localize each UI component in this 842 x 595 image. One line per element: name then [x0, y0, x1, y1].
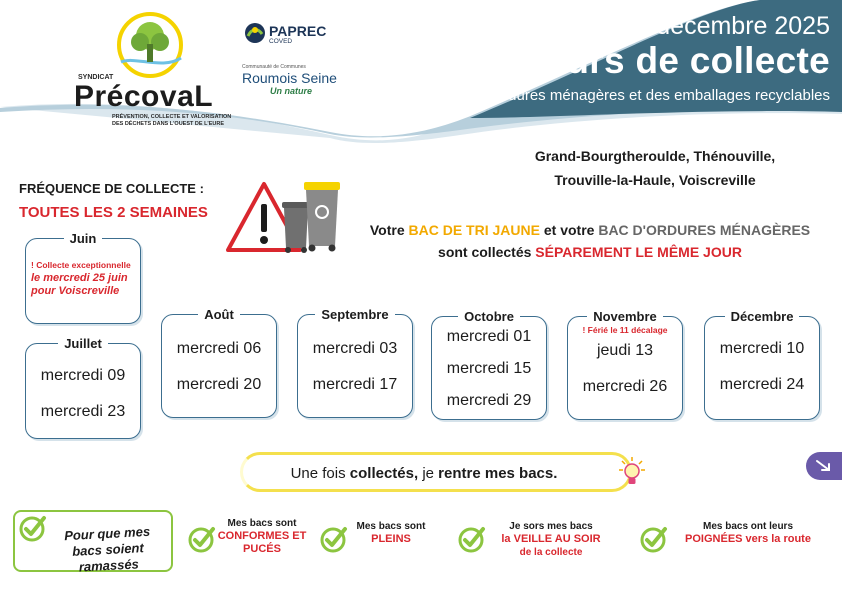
- collection-period: Juillet à décembre 2025: [564, 12, 830, 40]
- paprec-logo: [244, 22, 344, 48]
- lightbulb-icon: [618, 456, 646, 488]
- reminder-banner: [240, 452, 632, 492]
- reminder-bold-1: collectés,: [349, 465, 419, 482]
- page-subtitle: des ordures ménagères et des emballages recyclables: [466, 87, 830, 104]
- tip-poignees: [668, 520, 828, 546]
- collection-date: mercredi 29: [446, 392, 532, 409]
- grey-bin-icon: [282, 202, 310, 253]
- juin-note-place: pour Voiscreville: [31, 285, 120, 297]
- month-name: Octobre: [458, 309, 520, 324]
- check-icon: [456, 525, 486, 555]
- paprec-logo-icon: [244, 22, 266, 44]
- tip-highlight: la VEILLE AU SOIR: [501, 533, 601, 545]
- logo-tagline: PRÉVENTION, COLLECTE ET VALORISATION DES DÉCHETS DANS L'OUEST DE L'EURE: [112, 114, 232, 127]
- notice-yellow-bin: BAC DE TRI JAUNE: [408, 222, 540, 238]
- notice-text-2: et votre: [539, 222, 599, 238]
- collection-date: mercredi 10: [719, 340, 805, 357]
- towns-line-1: Grand-Bourgtheroulde, Thénouville,: [534, 148, 776, 164]
- juin-exceptional-note: [31, 259, 141, 298]
- reminder-bold-2: rentre mes bacs.: [438, 465, 558, 482]
- juin-note-date: le mercredi 25 juin: [31, 272, 128, 284]
- page-title: Jours de collecte: [522, 40, 830, 81]
- check-icon: [638, 525, 668, 555]
- logo-syndicat-label: SYNDICAT: [78, 74, 114, 81]
- notice-grey-bin: BAC D'ORDURES MÉNAGÈRES: [598, 222, 811, 238]
- tip-line: Mes bacs ont leurs: [702, 521, 794, 532]
- tip-pleins: [346, 520, 436, 546]
- separate-collection-notice: [350, 219, 830, 263]
- month-card-novembre: [567, 309, 683, 420]
- precoval-logo: [70, 8, 235, 133]
- month-name: Juillet: [58, 336, 108, 351]
- warning-bins-illustration: [224, 178, 354, 258]
- checklist-box: [13, 510, 173, 575]
- month-card-aout: [161, 307, 277, 418]
- logo-name: PrécovaL: [74, 80, 214, 113]
- month-card-octobre: [431, 309, 547, 420]
- roumois-logo: [242, 64, 352, 100]
- towns-list: [495, 144, 815, 192]
- notice-text-3: sont collectés: [438, 244, 536, 260]
- collection-date: mercredi 26: [582, 378, 668, 395]
- juin-note-title: ! Collecte exceptionnelle: [31, 260, 131, 270]
- month-name: Août: [198, 307, 240, 322]
- notice-text-1: Votre: [369, 222, 409, 238]
- tip-highlight: CONFORMES ET PUCÉS: [217, 530, 307, 555]
- collection-date: mercredi 20: [176, 376, 262, 393]
- next-page-button[interactable]: [806, 452, 842, 480]
- tip-tail: de la collecte: [519, 547, 583, 558]
- tip-highlight: POIGNÉES vers la route: [685, 533, 811, 545]
- paprec-sub: COVED: [269, 38, 293, 45]
- collection-date: mercredi 23: [40, 403, 126, 420]
- month-name: Juin: [64, 231, 103, 246]
- month-card-septembre: [297, 307, 413, 418]
- tip-line: Mes bacs sont: [356, 521, 426, 532]
- reminder-text-2: je: [418, 465, 439, 482]
- month-name: Septembre: [315, 307, 394, 322]
- roumois-nature: Un nature: [270, 86, 313, 96]
- tip-conformes: [216, 517, 308, 556]
- reminder-text-1: Une fois: [290, 465, 350, 482]
- collection-date: mercredi 15: [446, 360, 532, 377]
- frequency-value: TOUTES LES 2 SEMAINES: [19, 204, 208, 221]
- collection-date: mercredi 17: [312, 376, 398, 393]
- arrow-right-icon: [815, 457, 833, 475]
- month-card-juin: [25, 231, 141, 324]
- tip-veille: [486, 520, 616, 559]
- yellow-bin-icon: [304, 182, 340, 252]
- month-card-decembre: [704, 309, 820, 420]
- month-name: Décembre: [725, 309, 800, 324]
- roumois-small-label: Communauté de Communes: [242, 64, 306, 70]
- check-icon: [318, 525, 348, 555]
- collection-date: mercredi 01: [446, 328, 532, 345]
- collection-date: mercredi 03: [312, 340, 398, 357]
- paprec-name: PAPREC: [269, 23, 327, 39]
- frequency-label: FRÉQUENCE DE COLLECTE :: [19, 181, 204, 196]
- check-icon: [186, 525, 216, 555]
- month-name: Novembre: [587, 309, 663, 324]
- month-card-juillet: [25, 336, 141, 439]
- collection-date: mercredi 24: [719, 376, 805, 393]
- tip-line: Mes bacs sont: [227, 518, 297, 529]
- roumois-name: Roumois Seine: [242, 70, 337, 86]
- tip-line: Je sors mes bacs: [509, 521, 593, 532]
- tree-logo-icon: [115, 10, 185, 80]
- checklist-title: Pour que mes bacs soient ramassés: [63, 523, 151, 575]
- collection-date: jeudi 13: [596, 342, 654, 359]
- holiday-note: ! Férié le 11 décalage: [582, 325, 668, 335]
- tip-highlight: PLEINS: [371, 533, 411, 545]
- towns-line-2: Trouville-la-Haule, Voiscreville: [554, 172, 756, 188]
- check-icon: [17, 514, 47, 544]
- notice-red-text: SÉPAREMENT LE MÊME JOUR: [535, 244, 742, 260]
- collection-date: mercredi 06: [176, 340, 262, 357]
- collection-date: mercredi 09: [40, 367, 126, 384]
